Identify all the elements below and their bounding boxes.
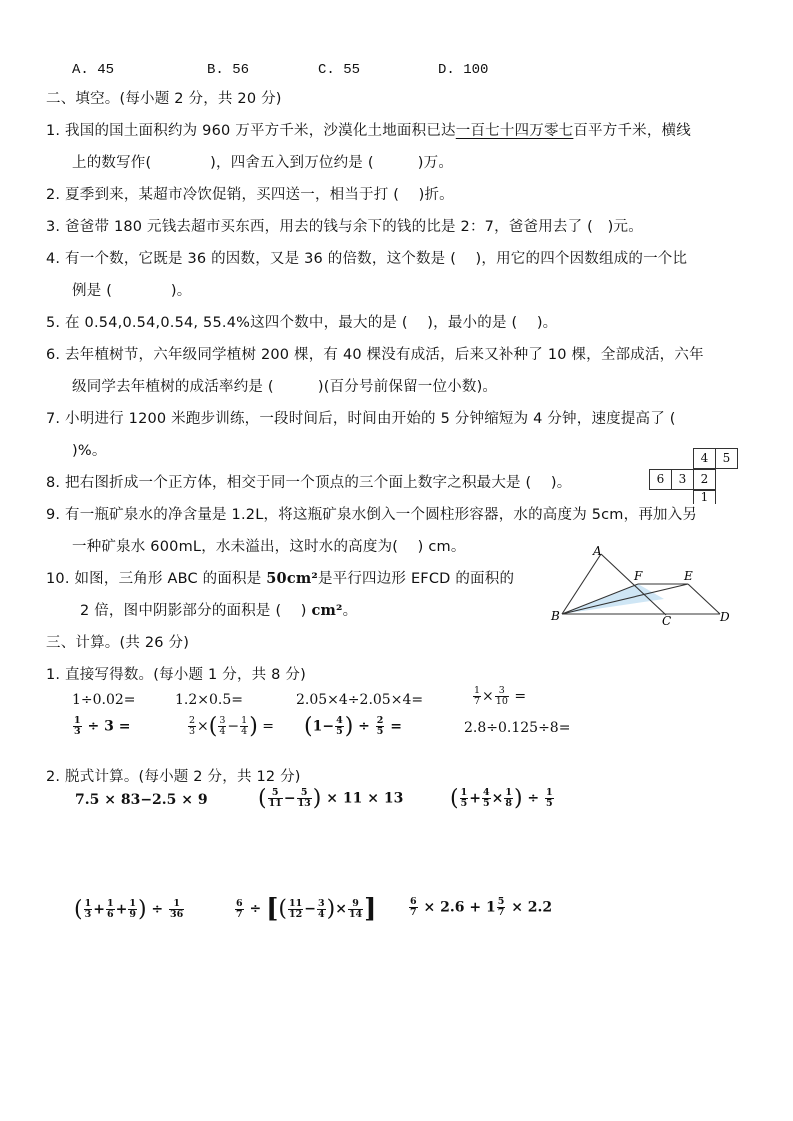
label-a: A [593,544,602,558]
q10-unit: cm² [311,602,343,619]
calc2-item-a: 7.5 × 83−2.5 × 9 [75,792,208,808]
cube-face-4: 4 [693,448,716,469]
triangle-parallelogram-figure [548,542,738,626]
calc1-item-g: (1− $\frac{4}{5}$ ) ÷ $\frac{2}{5}$ = [304,714,403,739]
calc-2-title: 2. 脱式计算。(每小题 2 分，共 12 分) [46,769,301,785]
question-5: 5. 在 0.54,0.54,0.54, 55.4%这四个数中，最大的是 ( )，最小的是 ( )。 [46,315,558,331]
calc1-item-d: $\frac{1}{7}$ × $\frac{3}{10}$ = [474,685,527,707]
question-4-line-2: 例是 ( )。 [72,283,192,299]
calc2-item-e: $\frac{6}{7}$ ÷ [( $\frac{11}{12}$ − $\frac{3}{4}$ )× $\frac{9}{14}$ ] [236,894,377,924]
section-2-title: 二、填空。(每小题 2 分，共 20 分) [46,91,282,107]
calc2-item-b: ( $\frac{5}{11}$ − $\frac{5}{13}$ ) × 11 × 13 [258,786,404,811]
question-10-line-1 [46,567,514,588]
cube-face-5: 5 [715,448,738,469]
cube-face-1: 1 [693,490,716,504]
label-d: D [720,610,730,624]
option-b: B. 56 [207,62,250,78]
label-f: F [634,569,643,583]
question-10-line-2 [80,599,357,620]
calc1-item-c: 2.05×4÷2.05×4= [296,692,424,708]
q10-text-d: 。 [342,603,358,619]
section-3-title: 三、计算。(共 26 分) [46,635,190,651]
cube-face-2: 2 [693,469,716,490]
calc1-item-h: 2.8÷0.125÷8= [464,720,571,736]
q1-text-b: 百平方千米，横线 [573,123,691,139]
question-4-line-1: 4. 有一个数，它既是 36 的因数，又是 36 的倍数，这个数是 ( )，用它的四个因数组成的一个比 [46,251,688,267]
question-7-line-2: )%。 [72,443,107,459]
q10-area-value: 50cm² [266,570,318,587]
question-1-line-1 [46,119,691,140]
question-1-line-2: 上的数写作( )，四舍五入到万位约是 ( )万。 [72,155,454,171]
calc1-item-a: 1÷0.02= [72,692,136,708]
calc1-item-b: 1.2×0.5= [175,692,243,708]
label-b: B [551,609,560,623]
question-8: 8. 把右图折成一个正方体，相交于同一个顶点的三个面上数字之积最大是 ( )。 [46,475,572,491]
q1-underlined-number: 一百七十四万零七 [455,123,574,139]
question-9-line-2: 一种矿泉水 600mL，水未溢出，这时水的高度为( ) cm。 [72,539,466,555]
q10-text-a: 10. 如图，三角形 ABC 的面积是 [46,571,267,587]
question-9-line-1: 9. 有一瓶矿泉水的净含量是 1.2L，将这瓶矿泉水倒入一个圆柱形容器，水的高度为 5cm，再加入另 [46,507,698,523]
cube-face-3: 3 [671,469,694,490]
option-a: A. 45 [72,62,115,78]
calc2-item-c: ( $\frac{1}{5}$ + $\frac{4}{5}$ × $\frac{1}{8}$ ) ÷ $\frac{1}{5}$ [450,786,553,811]
cube-face-6: 6 [649,469,672,490]
question-2: 2. 夏季到来，某超市冷饮促销，买四送一，相当于打 ( )折。 [46,187,454,203]
question-6-line-1: 6. 去年植树节，六年级同学植树 200 棵，有 40 棵没有成活，后来又补种了 10 棵，全部成活，六年 [46,347,704,363]
calc1-item-e: $\frac{1}{3}$ ÷ 3 = [74,715,131,737]
calc2-item-d: ( $\frac{1}{3}$ + $\frac{1}{6}$ + $\frac{1}{9}$ ) ÷ $\frac{1}{36}$ [74,897,184,922]
calc-1-title: 1. 直接写得数。(每小题 1 分，共 8 分) [46,667,306,683]
q10-text-c: 2 倍，图中阴影部分的面积是 ( ) [80,603,312,619]
question-3: 3. 爸爸带 180 元钱去超市买东西，用去的钱与余下的钱的比是 2：7，爸爸用去了 ( )元。 [46,219,643,235]
calc2-item-f: $\frac{6}{7}$ × 2.6 + 1 $\frac{5}{7}$ × 2.2 [410,896,553,918]
label-c: C [662,614,672,626]
option-d: D. 100 [438,62,489,78]
question-6-line-2: 级同学去年植树的成活率约是 ( )(百分号前保留一位小数)。 [72,379,498,395]
label-e: E [684,569,693,583]
q1-text-a: 1. 我国的国土面积约为 960 万平方千米，沙漠化土地面积已达 [46,123,456,139]
q10-text-b: 是平行四边形 EFCD 的面积的 [317,571,515,587]
option-c: C. 55 [318,62,361,78]
question-7-line-1: 7. 小明进行 1200 米跑步训练，一段时间后，时间由开始的 5 分钟缩短为 4 分钟，速度提高了 ( [46,411,676,427]
calc1-item-f: $\frac{2}{3}$ ×( $\frac{3}{4}$ − $\frac{1}{4}$ ) = [189,714,274,739]
